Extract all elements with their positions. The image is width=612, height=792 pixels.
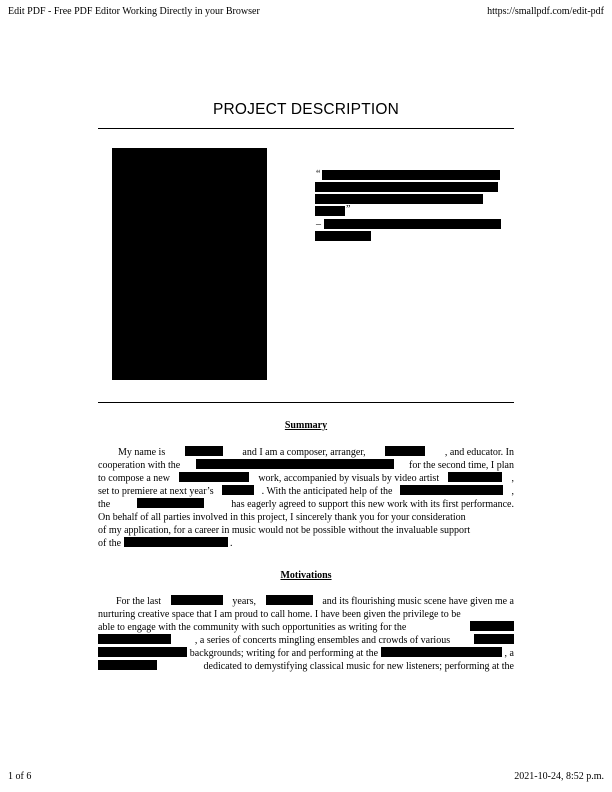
- redacted-text: [137, 498, 204, 508]
- section-divider: [98, 402, 514, 403]
- summary-line: of the .: [98, 538, 233, 549]
- redacted-text: [448, 472, 502, 482]
- title-divider: [98, 128, 514, 129]
- motivations-line: , a series of concerts mingling ensembles and crowds of various: [98, 634, 514, 647]
- summary-line: the has eagerly agreed to support this new work with its first performance.: [98, 499, 514, 510]
- redacted-name: [185, 446, 223, 456]
- redacted-text: [98, 647, 187, 657]
- motivations-line: dedicated to demystifying classical music for new listeners; performing at the: [98, 660, 514, 673]
- summary-line: of my application, for a career in music would not be possible without the invaluable support: [98, 525, 471, 536]
- redacted-text: [196, 459, 394, 469]
- quote-dash: –: [316, 219, 321, 230]
- summary-line: My name is and I am a composer, arranger, , and educator. In: [118, 447, 514, 458]
- quote-close-mark: ”: [346, 204, 351, 215]
- motivations-line: For the last years, and its flourishing music scene have given me a: [116, 596, 514, 607]
- redacted-photo: [112, 148, 267, 380]
- redacted-text: [381, 647, 502, 657]
- redacted-attribution: [315, 231, 371, 241]
- redacted-text: [171, 595, 223, 605]
- quote-open-mark: “: [316, 169, 321, 180]
- motivations-line: able to engage with the community with such opportunities as writing for the: [98, 621, 514, 634]
- redacted-text: [222, 485, 254, 495]
- redacted-quote-line: [315, 194, 483, 204]
- page-count: 1 of 6: [8, 771, 32, 782]
- summary-line: cooperation with the for the second time, I plan: [98, 460, 514, 471]
- motivations-line: nurturing creative space that I am proud to call home. I have been given the privilege to be: [98, 609, 461, 620]
- summary-line: to compose a new work, accompanied by visuals by video artist ,: [98, 473, 514, 484]
- redacted-text: [179, 472, 249, 482]
- print-timestamp: 2021-10-24, 8:52 p.m.: [514, 771, 604, 782]
- redacted-text: [98, 634, 171, 644]
- redacted-quote-line: [315, 182, 498, 192]
- motivations-heading: Motivations: [280, 570, 332, 581]
- browser-url: https://smallpdf.com/edit-pdf: [487, 6, 604, 17]
- browser-page-title: Edit PDF - Free PDF Editor Working Directly in your Browser: [8, 6, 260, 17]
- redacted-text: [266, 595, 313, 605]
- redacted-text: [400, 485, 503, 495]
- summary-line: On behalf of all parties involved in this project, I sincerely thank you for your consideration: [98, 512, 466, 523]
- redacted-text: [474, 634, 514, 644]
- motivations-line: backgrounds; writing for and performing at the , a: [98, 647, 514, 660]
- redacted-quote-line: [322, 170, 500, 180]
- redacted-quote-line: [315, 206, 345, 216]
- summary-line: set to premiere at next year’s . With the anticipated help of the ,: [98, 486, 514, 497]
- redacted-text: [385, 446, 425, 456]
- redacted-text: [124, 537, 228, 547]
- redacted-text: [470, 621, 514, 631]
- redacted-attribution: [324, 219, 501, 229]
- redacted-text: [98, 660, 157, 670]
- document-title: PROJECT DESCRIPTION: [212, 101, 400, 118]
- summary-heading: Summary: [284, 420, 328, 431]
